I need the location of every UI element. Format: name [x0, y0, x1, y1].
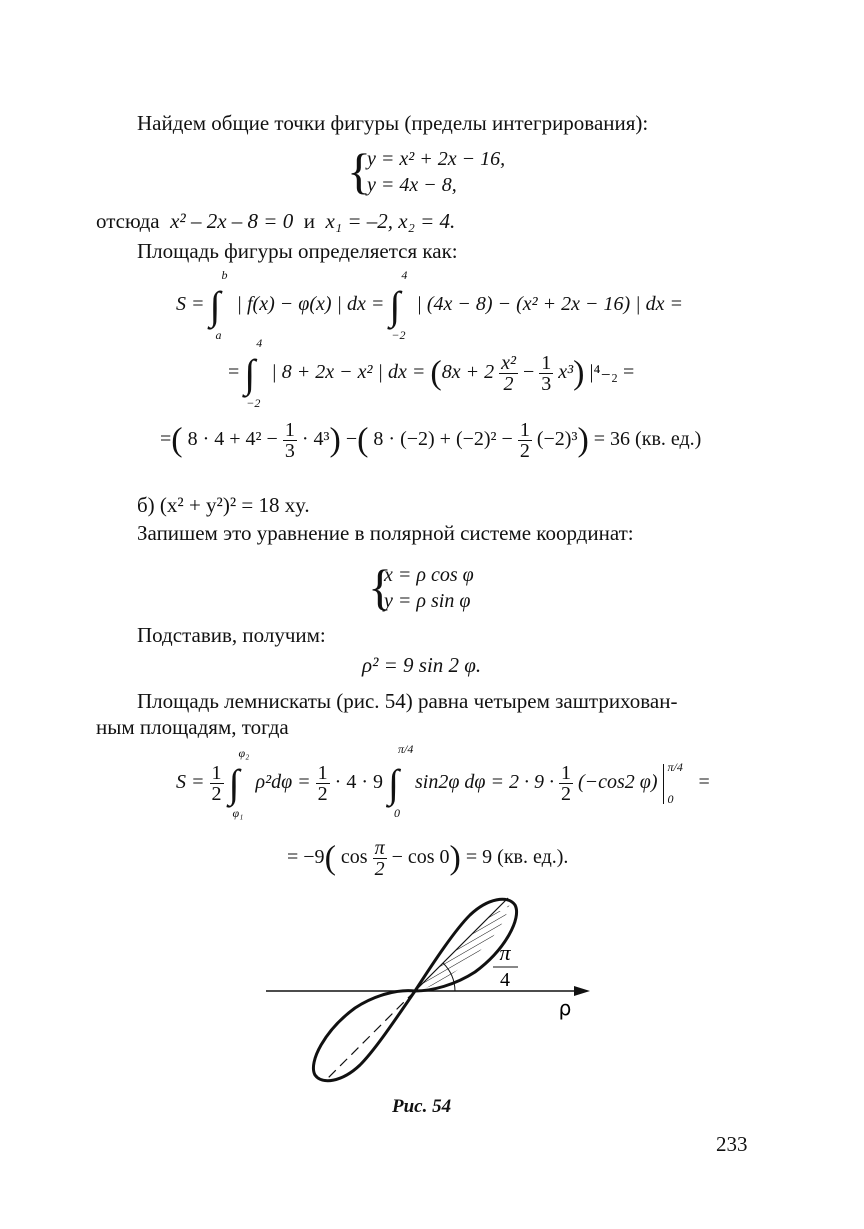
fraction: $\frac{\text{x²}}{2}$ [501, 352, 516, 395]
system1-eq1: y = x² + 2x − 16, [367, 148, 506, 170]
integral-lower: −2 [391, 328, 406, 342]
integral-upper: 4 [256, 336, 263, 350]
integral-sign: ∫ [209, 283, 221, 328]
formula3-line2-b: − cos 0 [391, 846, 450, 869]
formula3-line2: = −9( cos $\frac{\pi}{2}$ − cos 0) = 9 (кв. ед.). [287, 837, 569, 880]
fraction: $\frac{\pi}{2}$ [374, 837, 385, 880]
system2-eq2: y = ρ sin φ [384, 590, 471, 612]
fraction: $\frac{1}{2}$ [519, 419, 530, 462]
system1-eq2: y = 4x − 8, [367, 174, 457, 196]
roots-and: и [303, 209, 315, 233]
paragraph-common-points: Найдем общие точки фигуры (пределы интегрирования): [137, 111, 649, 135]
formula1-line3-part-a: 8 · 4 + 4² − [187, 428, 278, 451]
figure-caption: Рис. 54 [392, 1096, 452, 1117]
formula1-integrand-2: | (4x − 8) − (x² + 2x − 16) | dx = [416, 293, 684, 316]
formula-lemniscate: ρ² = 9 sin 2 φ. [362, 653, 482, 677]
formula1-lhs: S = [176, 293, 205, 316]
fraction: $\frac{1}{3}$ [284, 419, 295, 462]
formula1-integrand: | f(x) − φ(x) | dx = [236, 293, 385, 316]
integral-upper: φ₂ [238, 746, 250, 760]
eval-lower: 0 [667, 791, 674, 806]
fraction: $\frac{1}{3}$ [541, 352, 552, 395]
formula3-result: = 9 (кв. ед.). [465, 846, 569, 869]
formula1-result: = 36 (кв. ед.) [593, 428, 702, 451]
formula3-body3: (−cos2 φ) [577, 771, 658, 794]
formula1-line2: = ∫ 4 −2 | 8 + 2x − x² | dx = (8x + 2 $\frac{\text{x²}}{2}$ − $\frac{1}{3}$ x³) |⁴₋₂ = [228, 336, 635, 410]
integral-upper: b [221, 268, 228, 282]
axis-label: ρ [558, 996, 572, 1020]
diagonal-ray [415, 898, 508, 991]
angle-label-num: π [499, 940, 511, 965]
formula1-line2-eq: = [228, 361, 240, 384]
integral-sign: ∫ [387, 761, 399, 806]
formula3-lhs: S = [176, 771, 205, 794]
integral-lower: −2 [246, 396, 261, 410]
fraction: $\frac{1}{2}$ [211, 762, 222, 805]
formula3-body2: sin2φ dφ = 2 · 9 · [414, 771, 554, 794]
formula3-line1: S = $\frac{1}{2}$ ∫ φ₂ φ₁ ρ²dφ = $\frac{1}{2}$ · 4 · 9 ∫ π/4 0 sin2φ dφ = 2 · 9 · $\frac{1}{2}$ (−cos2 φ) π/4 0 = [176, 742, 710, 820]
eval-upper: π/4 [667, 759, 683, 774]
paragraph-area-line2: ным площадям, тогда [96, 715, 289, 739]
integral-lower: φ₁ [232, 806, 244, 820]
roots-prefix: отсюда [96, 209, 160, 233]
integral-upper: 4 [401, 268, 408, 282]
integral-upper: π/4 [397, 742, 414, 756]
diagonal-dashed [325, 991, 415, 1081]
formula3-body1: ρ²dφ = [255, 771, 311, 794]
paragraph-area-line1: Площадь лемнискаты (рис. 54) равна четырем заштрихован- [137, 689, 678, 713]
formula1-antiderivative: 8x + 2 [441, 361, 495, 384]
integral-lower: 0 [393, 806, 400, 820]
axis-arrow-icon [574, 986, 590, 996]
paragraph-area-definition: Площадь фигуры определяется как: [137, 239, 458, 263]
formula1-line2-body: | 8 + 2x − x² | dx = [271, 361, 426, 384]
formula3-mid: · 4 · 9 [334, 771, 383, 794]
roots-values: x₁ = –2, x₂ = 4. [325, 209, 456, 233]
lemniscate-figure [260, 890, 600, 1090]
lemniscate-lower-lobe [313, 991, 415, 1081]
formula1-line3: =( 8 · 4 + 4² − $\frac{1}{3}$ · 4³) −( 8 · (−2) + (−2)² − $\frac{1}{2}$ (−2)³) = 36 (кв. ед.) [160, 419, 702, 462]
formula3-line2-a: = −9 [287, 846, 325, 869]
integral-sign: ∫ [389, 283, 401, 328]
paragraph-roots [96, 208, 455, 234]
paragraph-polar: Запишем это уравнение в полярной системе координат: [137, 521, 634, 545]
formula1-line3-part-b: · 4³ [301, 428, 330, 451]
formula1-line3-part-d: (−2)³ [536, 428, 578, 451]
paragraph-part-b: б) (x² + y²)² = 18 xy. [137, 493, 310, 517]
formula1-line3-part-c: 8 · (−2) + (−2)² − [373, 428, 513, 451]
angle-label-den: 4 [500, 969, 510, 991]
integral-lower: a [215, 328, 222, 342]
page-number: 233 [716, 1132, 748, 1156]
formula1-line1 [176, 268, 684, 342]
integral-sign: ∫ [228, 761, 240, 806]
roots-equation: x² – 2x – 8 = 0 [170, 209, 294, 233]
evaluation-bar: |⁴₋₂ = [589, 361, 635, 384]
integral-sign: ∫ [244, 351, 256, 396]
fraction: $\frac{1}{2}$ [317, 762, 328, 805]
system2-eq1: x = ρ cos φ [384, 564, 474, 586]
paragraph-substitute: Подставив, получим: [137, 623, 326, 647]
fraction: $\frac{1}{2}$ [560, 762, 571, 805]
